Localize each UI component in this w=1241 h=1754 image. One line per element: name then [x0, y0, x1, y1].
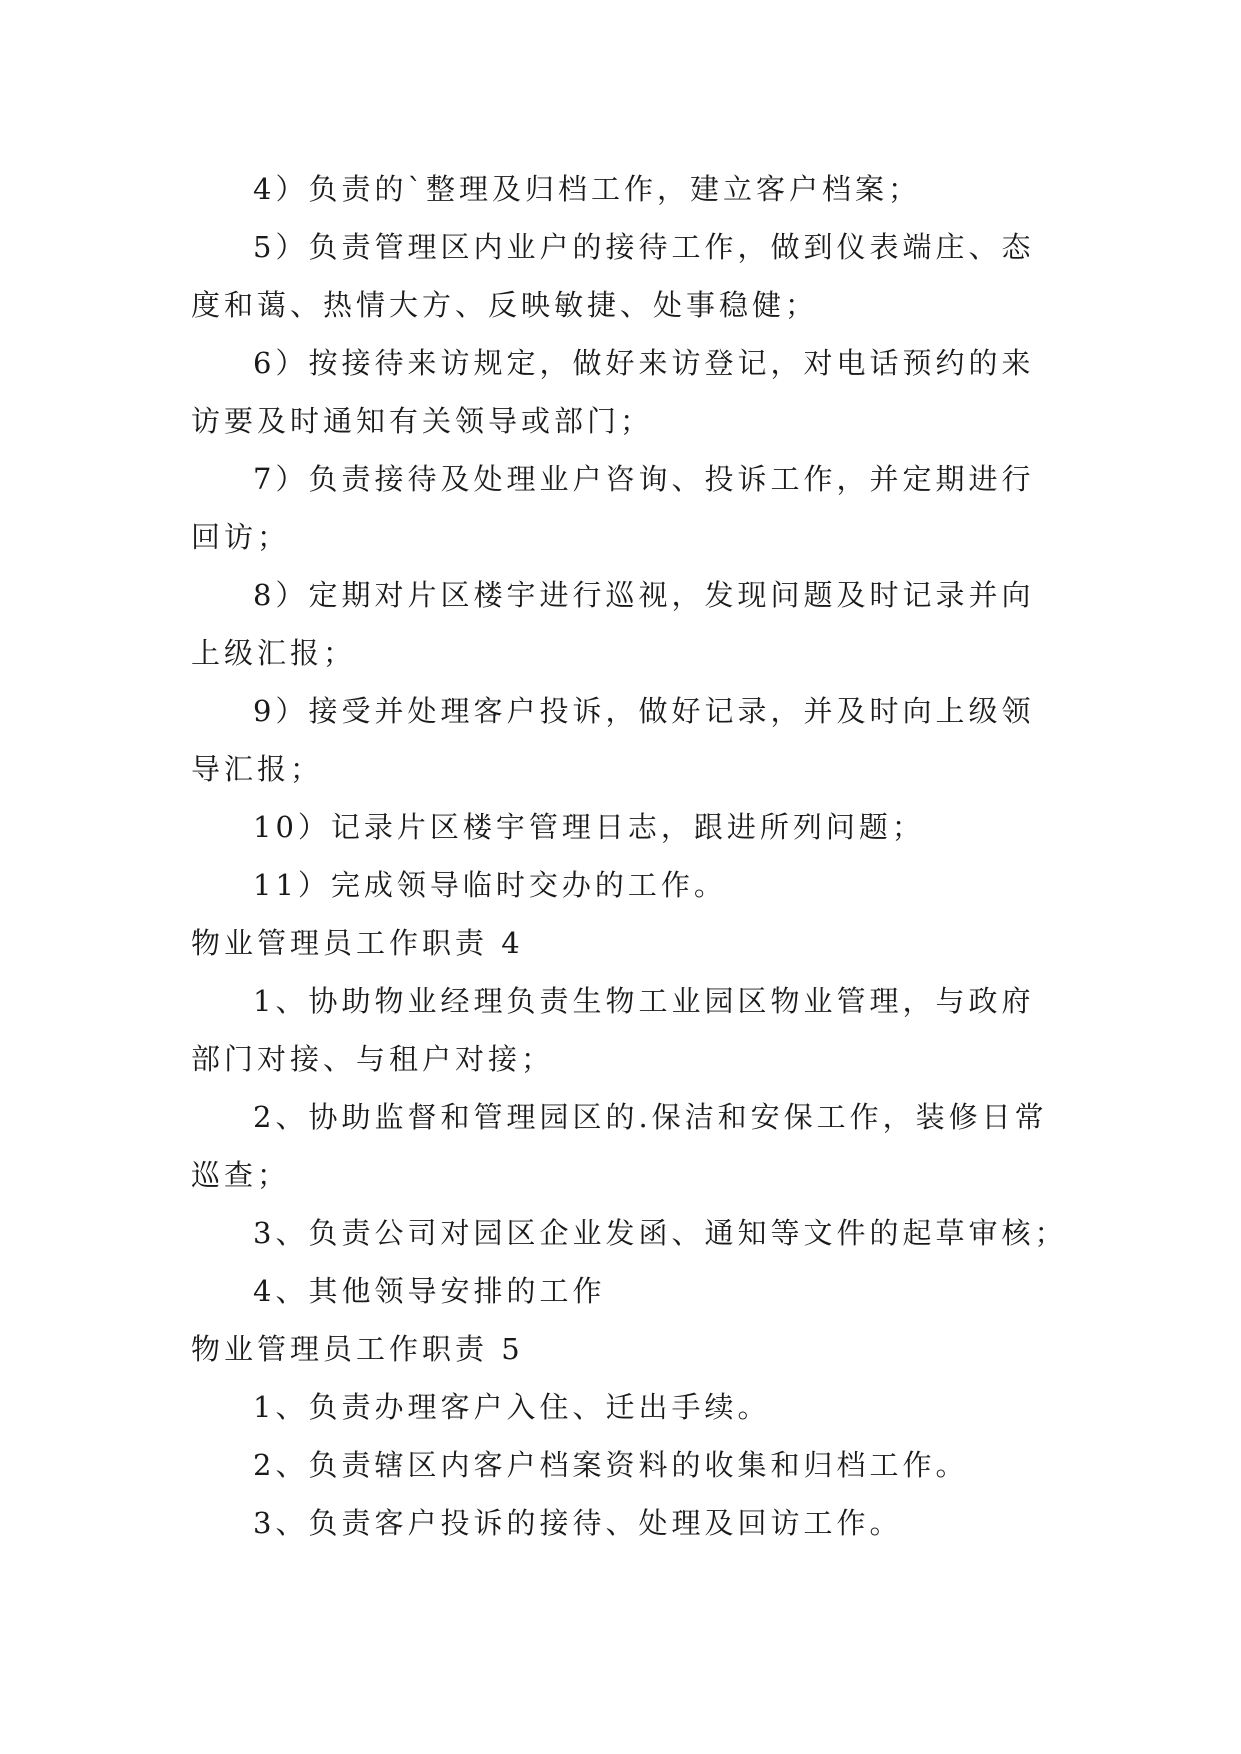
text-line: 10）记录片区楼宇管理日志，跟进所列问题； — [253, 810, 925, 844]
text-line: 4）负责的`整理及归档工作，建立客户档案； — [253, 172, 921, 206]
text-line: 度和蔼、热情大方、反映敏捷、处事稳健； — [191, 288, 819, 322]
text-line: 1、协助物业经理负责生物工业园区物业管理，与政府 — [253, 984, 1035, 1018]
text-line: 回访； — [191, 520, 291, 554]
text-line: 巡查； — [191, 1158, 291, 1192]
text-line: 上级汇报； — [191, 636, 357, 670]
text-line: 2、负责辖区内客户档案资料的收集和归档工作。 — [253, 1448, 969, 1482]
document-body — [191, 160, 1068, 1552]
text-line: 9）接受并处理客户投诉，做好记录，并及时向上级领 — [253, 694, 1035, 728]
text-line: 7）负责接待及处理业户咨询、投诉工作，并定期进行 — [253, 462, 1035, 496]
text-line: 2、协助监督和管理园区的.保洁和安保工作，装修日常 — [253, 1100, 1048, 1134]
text-line: 5）负责管理区内业户的接待工作，做到仪表端庄、态 — [253, 230, 1035, 264]
section-heading: 物业管理员工作职责 5 — [191, 1332, 524, 1366]
text-line: 导汇报； — [191, 752, 324, 786]
text-line: 访要及时通知有关领导或部门； — [191, 404, 654, 438]
text-line: 1、负责办理客户入住、迁出手续。 — [253, 1390, 771, 1424]
text-line: 11）完成领导临时交办的工作。 — [253, 868, 727, 902]
text-line: 3、负责客户投诉的接待、处理及回访工作。 — [253, 1506, 903, 1540]
section-heading: 物业管理员工作职责 4 — [191, 926, 524, 960]
text-line: 4、其他领导安排的工作 — [253, 1274, 606, 1308]
text-line: 3、负责公司对园区企业发函、通知等文件的起草审核； — [253, 1216, 1068, 1250]
text-line: 8）定期对片区楼宇进行巡视，发现问题及时记录并向 — [253, 578, 1035, 612]
text-line: 6）按接待来访规定，做好来访登记，对电话预约的来 — [253, 346, 1035, 380]
text-line: 部门对接、与租户对接； — [191, 1042, 555, 1076]
